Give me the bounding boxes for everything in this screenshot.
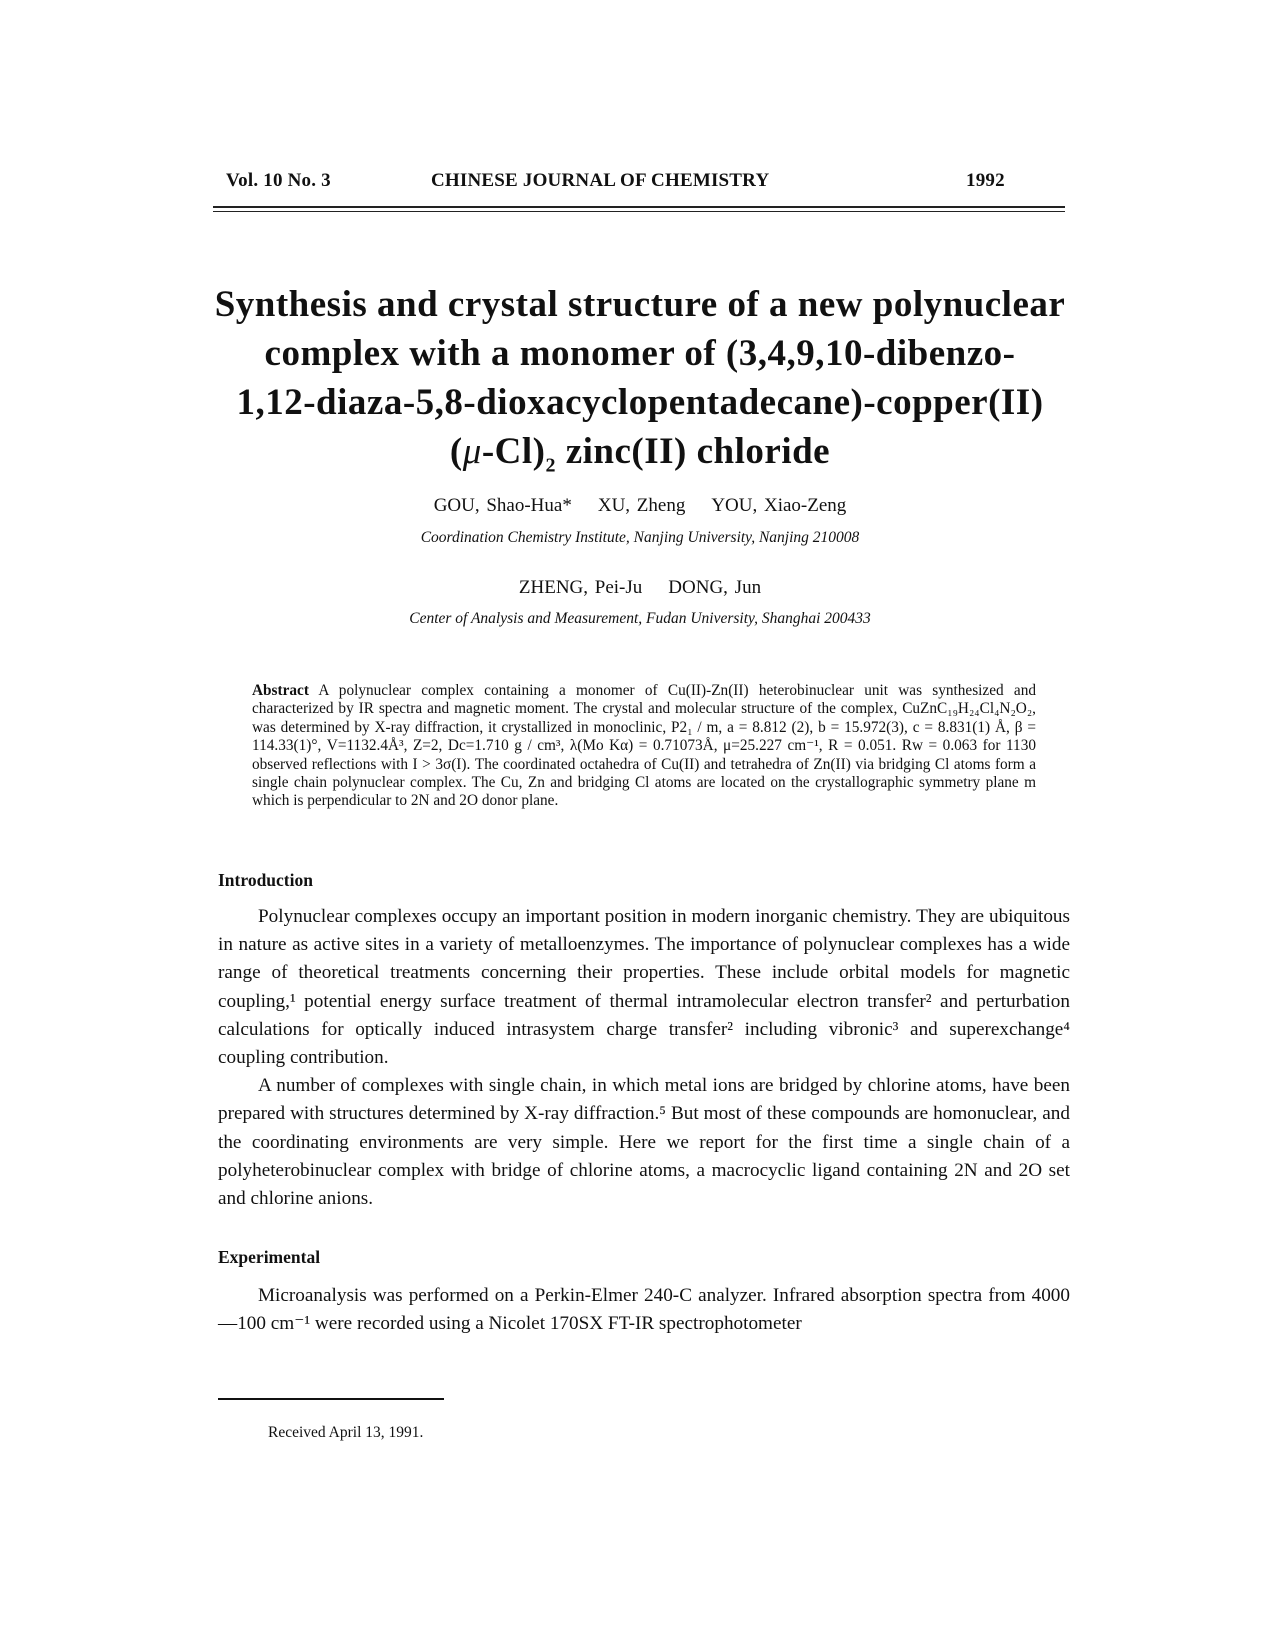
introduction-heading: Introduction [218,870,313,890]
title-line-2: complex with a monomer of (3,4,9,10-dibenzo- [264,333,1016,374]
footnote-rule [218,1398,444,1400]
authors-line-1 [150,495,1130,517]
header-rule-top [213,206,1065,208]
journal-name: CHINESE JOURNAL OF CHEMISTRY [431,170,770,191]
experimental-heading: Experimental [218,1247,321,1267]
affiliation-2: Center of Analysis and Measurement, Fudan University, Shanghai 200433 [409,610,871,627]
author-name: YOU, Xiao-Zeng [711,495,847,516]
abstract-label: Abstract [252,682,309,699]
title-line-1: Synthesis and crystal structure of a new polynuclear [214,284,1066,325]
header-rule-bottom [213,211,1065,212]
author-name: XU, Zheng [597,495,686,516]
abstract [252,682,1036,811]
abstract-text: A polynuclear complex containing a monomer of Cu(II)-Zn(II) heterobinuclear unit was synthesized and characterized by IR spectra and magnetic moment. The crystal and molecular structure of the complex, CuZnC₁₉H₂₄Cl₄N₂O₂, was determined by X-ray diffraction, it crystallized in monoclinic, P2₁ / m, a = 8.812 (2), b = 15.972(3), c = 8.831(1) Å, β = 114.33(1)°, V=1132.4Å³, Z=2, Dc=1.710 g / cm³, λ(Mo Kα) = 0.71073Å, μ=25.227 cm⁻¹, R = 0.051. Rw = 0.063 for 1130 observed reflections with I > 3σ(I). The coordinated octahedra of Cu(II) and tetrahedra of Zn(II) via bridging Cl atoms form a single chain polynuclear complex. The Cu, Zn and bridging Cl atoms are located on the crystallographic symmetry plane m which is perpendicular to 2N and 2O donor plane. [252,682,1036,810]
experimental-body [218,1282,1070,1338]
paragraph: Polynuclear complexes occupy an important position in modern inorganic chemistry. They are ubiquitous in nature as active sites in a variety of metalloenzymes. The importance of polynuclear complexes has a wide range of theoretical treatments concerning their properties. These include orbital models for magnetic coupling,¹ potential energy surface treatment of thermal intramolecular electron transfer² and perturbation calculations for optically induced intrasystem charge transfer² including vibronic³ and superexchange⁴ coupling contribution. [218,906,1070,1069]
author-name: GOU, Shao-Hua* [433,495,572,516]
author-name: ZHENG, Pei-Ju [518,577,643,598]
authors-line-2 [150,577,1130,599]
publication-year: 1992 [966,170,1005,191]
affiliation-1: Coordination Chemistry Institute, Nanjing University, Nanjing 210008 [420,529,860,546]
title-line-3: 1,12-diaza-5,8-dioxacyclopentadecane)-copper(II) [236,382,1044,423]
received-date: Received April 13, 1991. [268,1424,424,1441]
mu-symbol: μ [462,431,482,472]
title-line-4: $(\mu-Cl)_2$ zinc(II) chloride [449,431,831,477]
article-title [150,280,1130,490]
title-subscript: 2 [545,454,556,477]
volume-issue: Vol. 10 No. 3 [226,170,331,191]
author-name: DONG, Jun [668,577,762,598]
paragraph: Microanalysis was performed on a Perkin-Elmer 240-C analyzer. Infrared absorption spectra from 4000—100 cm⁻¹ were recorded using a Nicolet 170SX FT-IR spectrophotometer [218,1285,1070,1335]
introduction-body [218,903,1070,1213]
paragraph: A number of complexes with single chain, in which metal ions are bridged by chlorine atoms, have been prepared with structures determined by X-ray diffraction.⁵ But most of these compounds are homonuclear, and the coordinating environments are very simple. Here we report for the first time a single chain of a polyheterobinuclear complex with bridge of chlorine atoms, a macrocyclic ligand containing 2N and 2O set and chlorine anions. [218,1075,1070,1210]
